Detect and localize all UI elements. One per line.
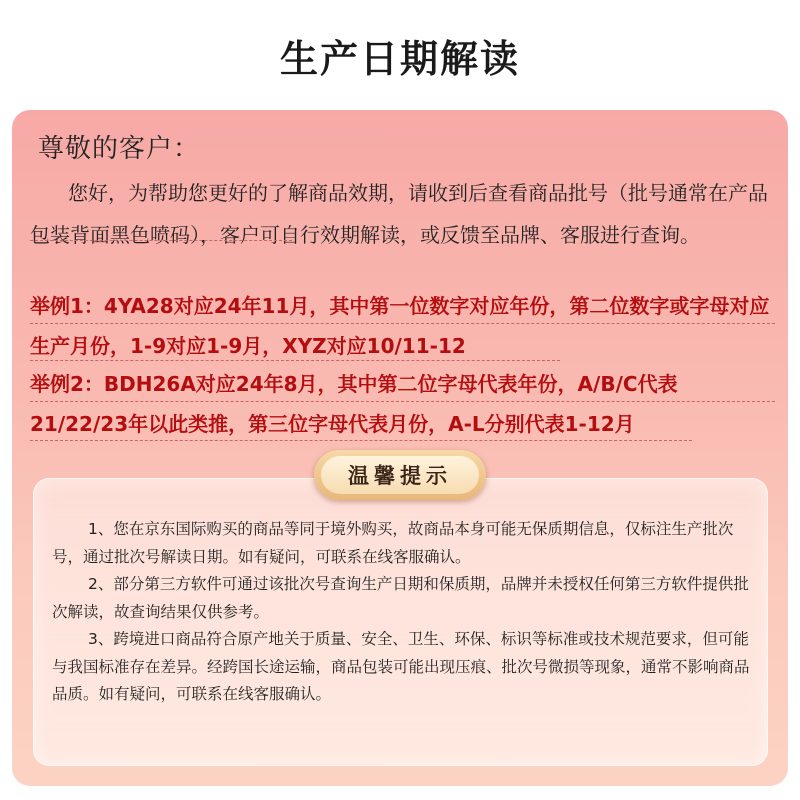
tips-badge (314, 450, 486, 500)
note-text: 1、您在京东国际购买的商品等同于境外购买，故商品本身可能无保质期信息，仅标注生产批次号，通过批次号解读日期。如有疑问，可联系在线客服确认。 (52, 520, 734, 566)
intro-paragraph (30, 172, 775, 256)
example-2: 举例2：BDH26A对应24年8月，其中第二位字母代表年份，A/B/C代表21/22/23年以此类推，第三位字母代表月份，A-L分别代表1-12月 (30, 372, 678, 436)
page-title: 生产日期解读 (279, 37, 520, 81)
tips-title: 温馨提示 (321, 456, 479, 494)
tips-notes (52, 516, 752, 709)
intro-text: 您好，为帮助您更好的了解商品效期，请收到后查看商品批号（批号通常在产品包装背面黑色喷码），客户可自行效期解读，或反馈至品牌、客服进行查询。 (30, 181, 768, 247)
note-item (52, 571, 752, 626)
underline (30, 240, 292, 241)
example-1: 举例1：4YA28对应24年11月，其中第一位数字对应年份，第二位数字或字母对应生产月份，1-9对应1-9月，XYZ对应10/11-12 (30, 294, 770, 358)
note-text: 2、部分第三方软件可通过该批次号查询生产日期和保质期，品牌并未授权任何第三方软件提供批次解读，故查询结果仅供参考。 (52, 575, 749, 621)
note-item (52, 626, 752, 709)
note-item (52, 516, 752, 571)
greeting-text: 尊敬的客户： (38, 134, 201, 164)
note-text: 3、跨境进口商品符合原产地关于质量、安全、卫生、环保、标识等标准或技术规范要求，但可能与我国标准存在差异。经跨国长途运输，商品包装可能出现压痕、批次号微损等现象，通常不影响商品品质。如有疑问，可联系在线客服确认。 (52, 630, 750, 703)
